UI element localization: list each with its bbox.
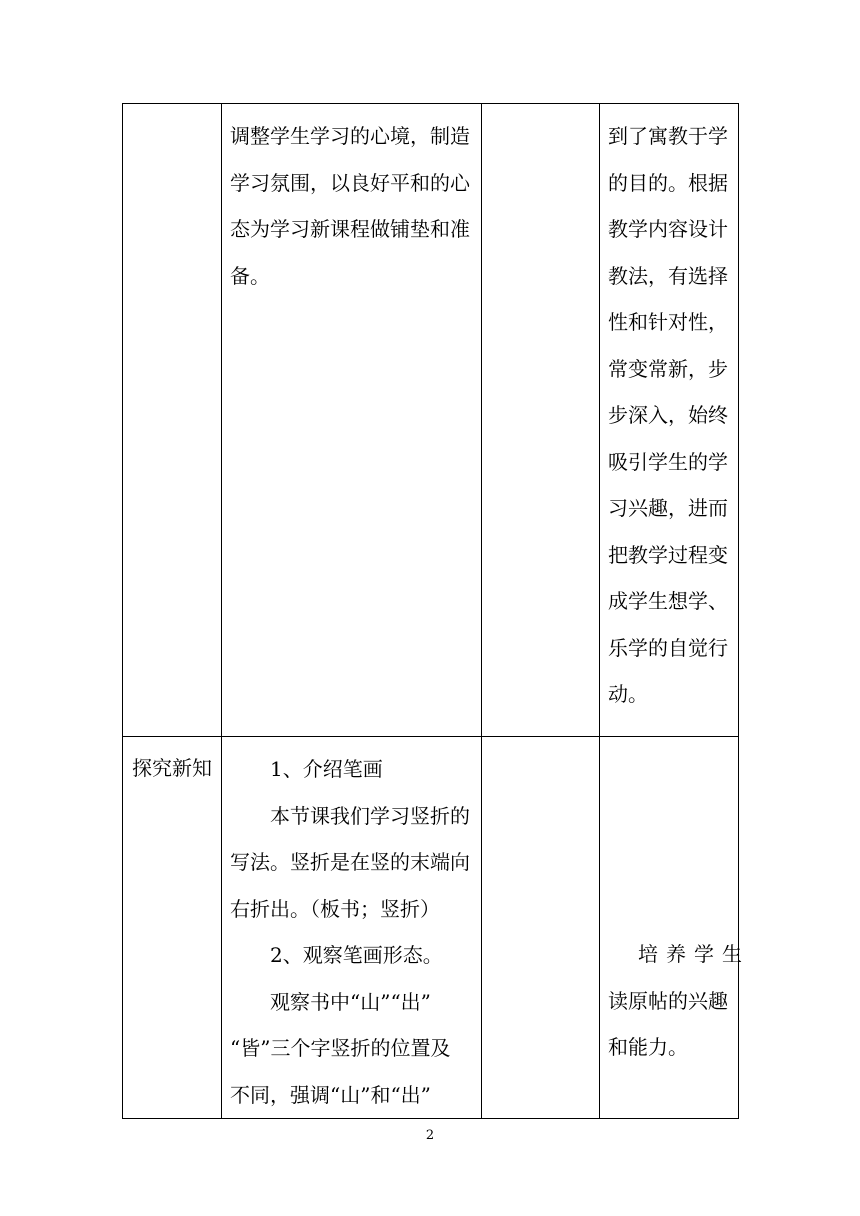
text-line: 吸引学生的学 (608, 449, 728, 474)
student-activity-cell (482, 737, 600, 1119)
text-line: 写法。竖折是在竖的末端向 (230, 850, 470, 874)
text-line: 读原帖的兴趣 (608, 988, 728, 1013)
text-line: 习兴趣，进而 (608, 496, 728, 520)
design-intent-cell (600, 104, 739, 737)
text-line: 动。 (608, 682, 648, 706)
teaching-activity-cell (222, 104, 482, 737)
table-row (123, 737, 739, 1119)
text-line: 观察书中“山”“出” (270, 989, 431, 1014)
lesson-plan-table (122, 103, 750, 1119)
text-line: 步深入，始终 (608, 403, 728, 427)
stage-cell (123, 737, 222, 1119)
text-line: 右折出。（板书；竖折） (230, 896, 440, 921)
text-line: 本节课我们学习竖折的 (270, 803, 470, 828)
activity-text (222, 104, 481, 299)
text-line: 不同，强调“山”和“出” (230, 1082, 431, 1107)
text-line: 常变常新，步 (608, 356, 728, 381)
text-line: 1、介绍笔画 (270, 757, 383, 781)
text-line: 到了寓教于学 (608, 124, 728, 148)
stage-label: 探究新知 (132, 756, 212, 780)
text-line: 性和针对性， (608, 310, 728, 334)
text-line: “皆”三个字竖折的位置及 (230, 1036, 451, 1060)
design-intent-cell (600, 737, 750, 1119)
table-row (123, 104, 739, 737)
text-line: 把教学过程变 (608, 542, 728, 567)
text-line: 和能力。 (608, 1035, 688, 1059)
text-line: 调整学生学习的心境，制造 (230, 124, 470, 148)
text-line: 乐学的自觉行 (608, 635, 728, 660)
text-line: 的目的。根据 (608, 170, 728, 195)
intent-text (600, 737, 750, 1071)
intent-text (600, 104, 738, 718)
page-number: 2 (425, 1128, 435, 1143)
activity-text (222, 737, 481, 1118)
student-activity-cell (482, 104, 600, 737)
text-line: 学习氛围，以良好平和的心 (230, 170, 470, 195)
text-line: 教学内容设计 (608, 217, 728, 241)
text-line: 成学生想学、 (608, 589, 728, 613)
text-line: 态为学习新课程做铺垫和准 (230, 217, 470, 241)
text-line: 教法，有选择 (608, 263, 728, 288)
stage-cell (123, 104, 222, 737)
text-line: 备。 (230, 263, 270, 288)
text-line: 培养学生 (638, 942, 750, 966)
teaching-activity-cell (222, 737, 482, 1119)
text-line: 2、观察笔画形态。 (270, 943, 443, 967)
